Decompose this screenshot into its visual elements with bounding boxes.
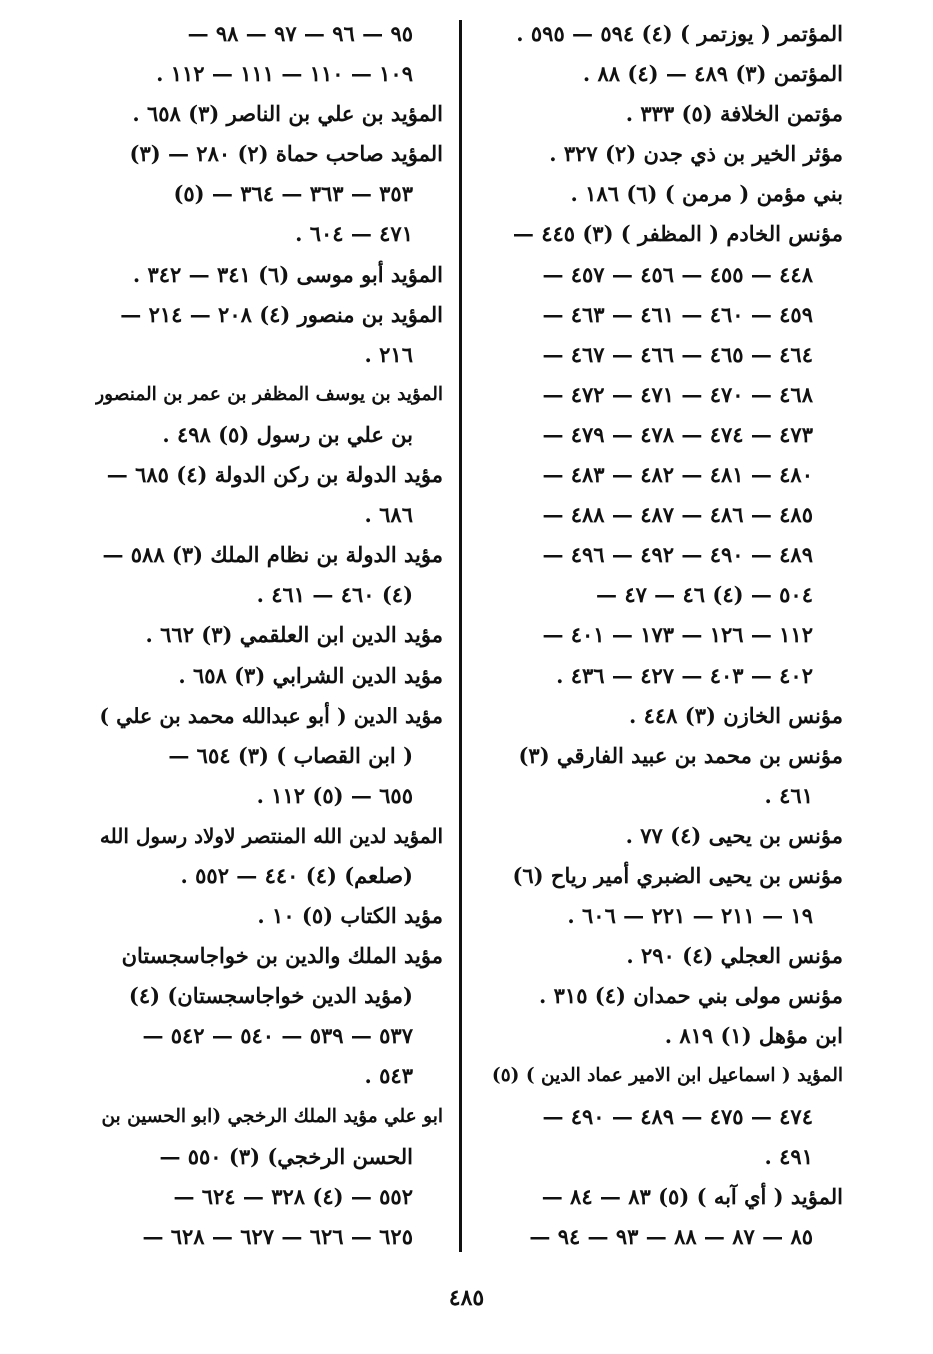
column-divider: [459, 20, 462, 1252]
index-line: ٥٠٤ — (٤) ٤٦ — ٤٧ —: [596, 582, 813, 608]
index-line: مؤنس الخازن (٣) ٤٤٨ .: [628, 702, 843, 728]
index-line: بني مؤمن ( مرمن ) (٦) ١٨٦ .: [570, 181, 843, 207]
index-line: المؤيد بن علي بن الناصر (٣) ٦٥٨ .: [132, 101, 443, 127]
index-line: المؤيد ( أي آبه ) (٥) ٨٣ — ٨٤ —: [541, 1183, 843, 1209]
index-line: المؤيد بن يوسف المظفر بن عمر بن المنصور: [95, 383, 443, 405]
index-line: ٥٤٣ .: [364, 1063, 413, 1089]
index-line: ٨٥ — ٨٧ — ٨٨ — ٩٣ — ٩٤ —: [529, 1223, 813, 1249]
index-line: (٤) ٤٦٠ — ٤٦١ .: [256, 582, 413, 608]
index-line: ٦٢٥ — ٦٢٦ — ٦٢٧ — ٦٢٨ —: [142, 1223, 413, 1249]
index-line: ١١٢ — ١٢٦ — ١٧٣ — ٤٠١ —: [542, 622, 813, 648]
index-line: المؤيد لدين الله المنتصر لاولاد رسول الله: [99, 823, 443, 848]
index-line: (مؤيد الدين خواجاسجستان) (٤): [128, 983, 413, 1009]
index-line: بن علي بن رسول (٥) ٤٩٨ .: [162, 421, 413, 447]
index-line: مؤنس العجلي (٤) ٢٩٠ .: [626, 943, 843, 969]
index-line: ٤٨٩ — ٤٩٠ — ٤٩٢ — ٤٩٦ —: [542, 542, 813, 568]
index-line: مؤنس الخادم ( المظفر ) (٣) ٤٤٥ —: [512, 221, 843, 247]
index-line: ٤٤٨ — ٤٥٥ — ٤٥٦ — ٤٥٧ —: [542, 261, 813, 287]
index-line: ٤٨٥ — ٤٨٦ — ٤٨٧ — ٤٨٨ —: [542, 502, 813, 528]
index-line: مؤيد الكتاب (٥) ١٠ .: [257, 903, 443, 929]
index-line: ٤٧٣ — ٤٧٤ — ٤٧٨ — ٤٧٩ —: [542, 421, 813, 447]
index-line: الحسن الرخجي) (٣) ٥٥٠ —: [159, 1143, 413, 1169]
index-line: المؤتمر ( يوزتمر ) (٤) ٥٩٤ — ٥٩٥ .: [516, 21, 843, 46]
index-line: المؤيد أبو موسى (٦) ٣٤١ — ٣٤٢ .: [132, 261, 443, 287]
index-line: ٥٣٧ — ٥٣٩ — ٥٤٠ — ٥٤٢ —: [142, 1023, 413, 1049]
index-line: ٤٦٤ — ٤٦٥ — ٤٦٦ — ٤٦٧ —: [542, 341, 813, 367]
index-line: مؤتمن الخلافة (٥) ٣٣٣ .: [625, 101, 843, 127]
index-line: ٤٦١ .: [764, 782, 813, 808]
index-line: ٦٥٥ — (٥) ١١٢ .: [256, 782, 413, 808]
index-line: ٤٩١ .: [764, 1143, 813, 1169]
index-line: مؤيد الدين ابن العلقمي (٣) ٦٦٢ .: [145, 622, 443, 648]
index-line: ٤٦٨ — ٤٧٠ — ٤٧١ — ٤٧٢ —: [542, 381, 813, 407]
index-line: ١٠٩ — ١١٠ — ١١١ — ١١٢ .: [156, 61, 413, 87]
index-line: المؤيد صاحب حماة (٢) ٢٨٠ — (٣): [129, 141, 443, 167]
index-column-right: [485, 14, 843, 1257]
index-line: (صلعم) (٤) ٤٤٠ — ٥٥٢ .: [180, 862, 413, 888]
index-line: مؤنس بن محمد بن عبيد الفارقي (٣): [518, 742, 843, 768]
index-line: المؤيد ( اسماعيل ابن الامير عماد الدين ) (٥): [491, 1065, 843, 1087]
index-line: ١٩ — ٢١١ — ٢٢١ — ٦٠٦ .: [567, 903, 813, 929]
index-line: ٢١٦ .: [364, 341, 413, 367]
index-line: ٣٥٣ — ٣٦٣ — ٣٦٤ — (٥): [173, 181, 413, 207]
index-line: ٦٨٦ .: [364, 502, 413, 528]
index-line: ٤٠٢ — ٤٠٣ — ٤٢٧ — ٤٣٦ .: [556, 662, 813, 688]
index-line: مؤيد الدين الشرابي (٣) ٦٥٨ .: [178, 662, 443, 688]
index-line: مؤنس بن يحيى الضبري أمير رياح (٦): [512, 862, 843, 888]
index-line: ٤٧١ — ٦٠٤ .: [295, 221, 413, 247]
index-line: المؤيد بن منصور (٤) ٢٠٨ — ٢١٤ —: [120, 301, 443, 327]
index-line: ٤٥٩ — ٤٦٠ — ٤٦١ — ٤٦٣ —: [542, 301, 813, 327]
index-line: مؤيد الدولة بن ركن الدولة (٤) ٦٨٥ —: [106, 462, 443, 488]
page-number: ٤٨٥: [448, 1285, 485, 1311]
index-line: ٩٥ — ٩٦ — ٩٧ — ٩٨ —: [187, 21, 413, 46]
index-line: مؤثر الخير بن ذي جدن (٢) ٣٢٧ .: [549, 141, 843, 167]
index-line: مؤيد الملك والدين بن خواجاسجستان: [121, 943, 443, 969]
index-line: ( ابن القصاب ) (٣) ٦٥٤ —: [168, 742, 413, 768]
index-column-left: [95, 14, 443, 1257]
index-line: مؤنس بن يحيى (٤) ٧٧ .: [625, 822, 843, 848]
index-line: ٤٧٤ — ٤٧٥ — ٤٨٩ — ٤٩٠ —: [542, 1103, 813, 1129]
index-line: المؤتمن (٣) ٤٨٩ — (٤) ٨٨ .: [582, 61, 843, 87]
index-line: ٥٥٢ — (٤) ٣٢٨ — ٦٢٤ —: [173, 1183, 413, 1209]
index-line: مؤنس مولى بني حمدان (٤) ٣١٥ .: [539, 983, 843, 1009]
index-line: ابو علي مؤيد الملك الرخجي (ابو الحسين بن: [101, 1105, 443, 1127]
index-line: ابن مؤهل (١) ٨١٩ .: [664, 1023, 843, 1049]
index-line: ٤٨٠ — ٤٨١ — ٤٨٢ — ٤٨٣ —: [542, 462, 813, 488]
index-line: مؤيد الدولة بن نظام الملك (٣) ٥٨٨ —: [102, 542, 443, 568]
index-line: مؤيد الدين ( أبو عبدالله محمد بن علي ): [99, 703, 443, 728]
